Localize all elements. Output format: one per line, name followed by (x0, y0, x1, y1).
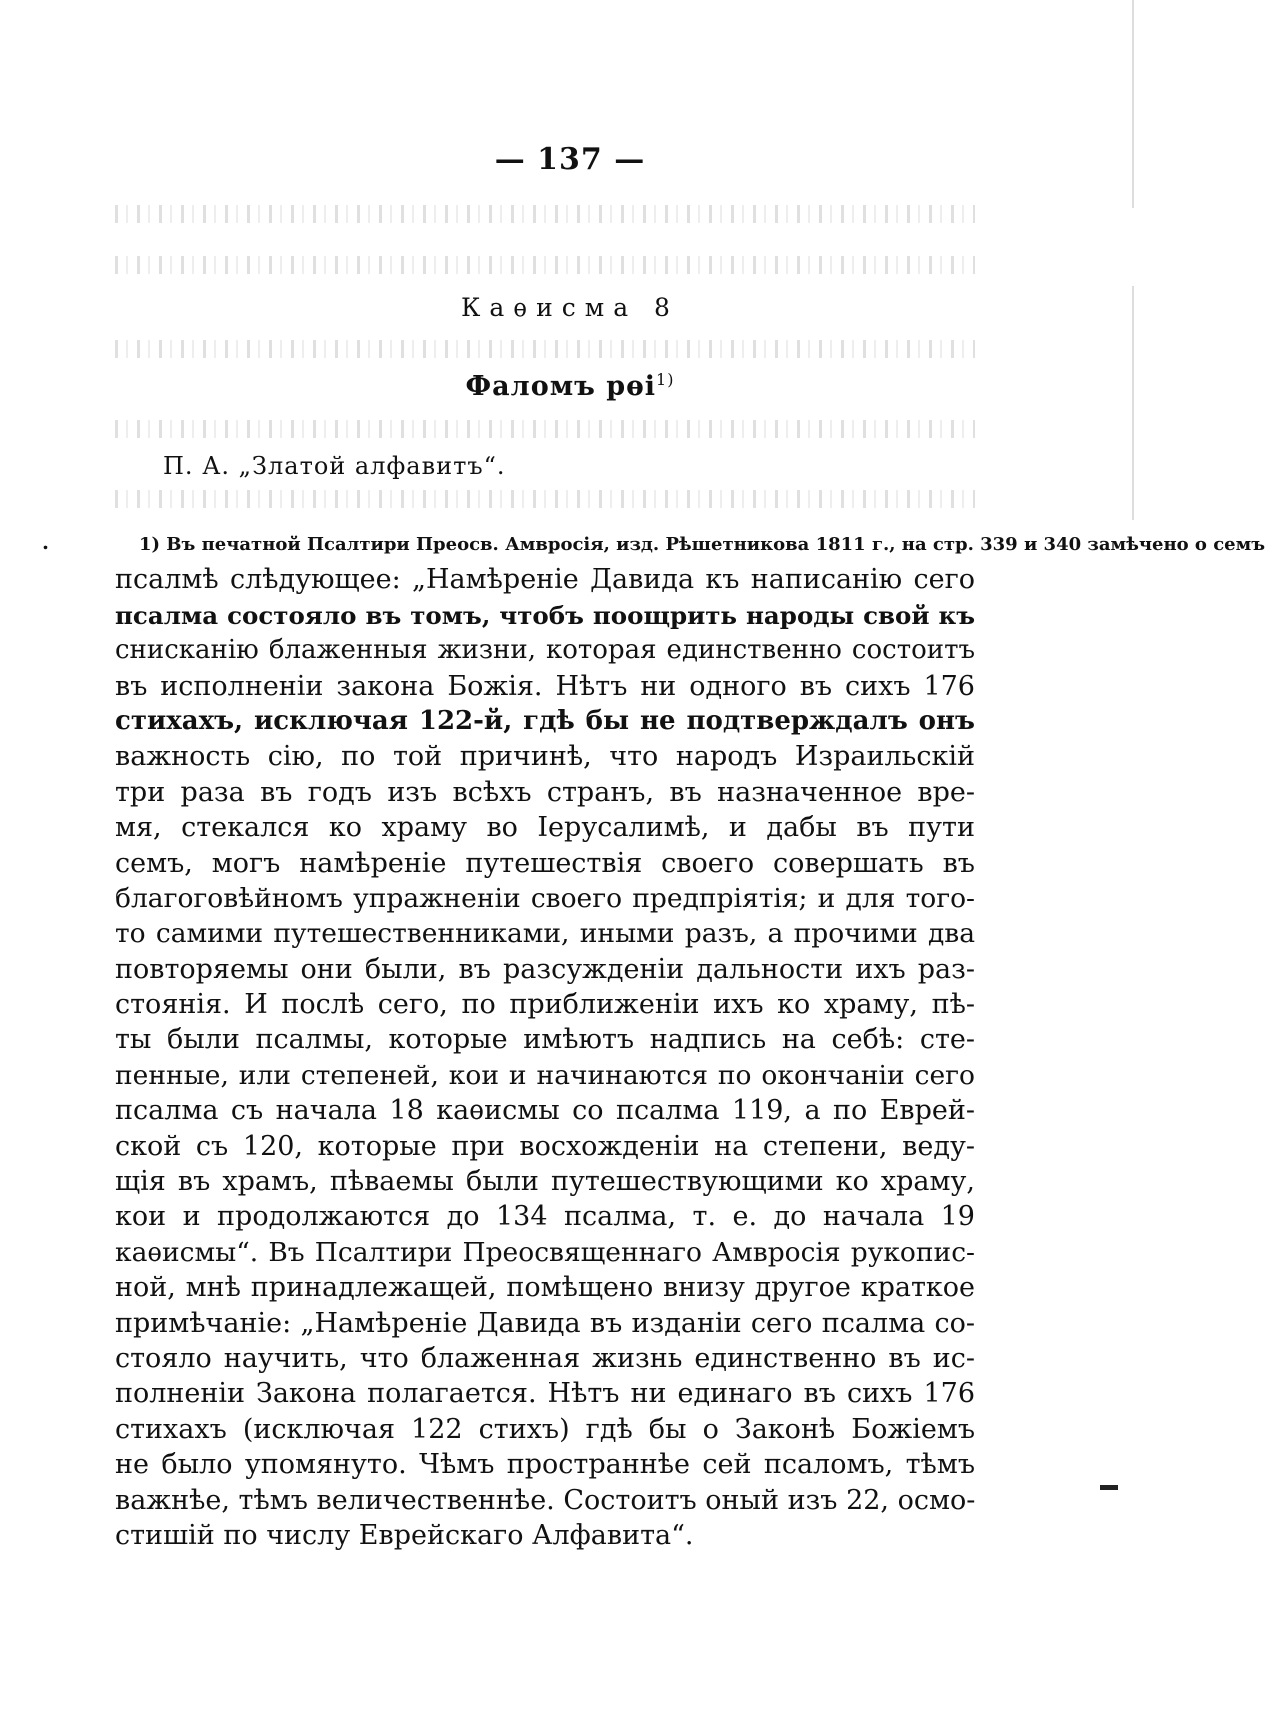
footnote-line: псалма состояло въ томъ, чтобъ поощрить народы свой къ (115, 600, 975, 630)
footnote-line: полненіи Закона полагается. Нѣтъ ни единаго въ сихъ 176 (115, 1378, 975, 1410)
psalm-heading-text: Фаломъ рѳі (465, 371, 657, 402)
footnote-line: псалма съ начала 18 каѳисмы со псалма 119, а по Еврей- (115, 1095, 975, 1127)
psalm-heading (0, 370, 1140, 402)
footnote-line: щія въ храмъ, пѣваемы были путешествующими ко храму, (115, 1166, 975, 1198)
margin-mark (1100, 1485, 1118, 1490)
footnote-line: три раза въ годъ изъ всѣхъ странъ, въ назначенное вре- (115, 776, 975, 808)
footnote-line: ской съ 120, которые при восхожденіи на степени, веду- (115, 1130, 975, 1162)
page-edge-line (1132, 0, 1134, 520)
footnote-line: повторяемы они были, въ разсужденіи дальности ихъ раз- (115, 953, 975, 985)
footnote-line: стихахъ (исключая 122 стихъ) гдѣ бы о Законѣ Божіемъ (115, 1413, 975, 1445)
footnote-line: ты были псалмы, которые имѣютъ надпись на себѣ: сте- (115, 1024, 975, 1056)
footnote-line: пенные, или степеней, кои и начинаются по окончаніи сего (115, 1059, 975, 1091)
footnote-line: снисканію блаженныя жизни, которая единственно состоитъ (115, 635, 975, 666)
footnote-line: въ исполненіи закона Божія. Нѣтъ ни одного въ сихъ 176 (115, 670, 975, 702)
section-title: Каѳисма 8 (461, 293, 679, 322)
bleed-through-text (115, 340, 975, 358)
footnote-line: то самими путешественниками, иными разъ, а прочими два (115, 918, 975, 950)
bleed-through-text (115, 490, 975, 508)
footnote-line: стихахъ, исключая 122-й, гдѣ бы не подтверждалъ онъ (115, 705, 975, 736)
footnote-line: псалмѣ слѣдующее: „Намѣреніе Давида къ написанію сего (115, 564, 975, 596)
footnote-line: ной, мнѣ принадлежащей, помѣщено внизу другое краткое (115, 1272, 975, 1304)
bleed-through-text (115, 256, 975, 274)
footnote-line: благоговѣйномъ упражненіи своего предпріятія; и для того- (115, 882, 975, 914)
footnote-line: не было упомянуто. Чѣмъ пространнѣе сей псаломъ, тѣмъ (115, 1449, 975, 1481)
bleed-through-text (115, 205, 975, 223)
footnote-line: кои и продолжаются до 134 псалма, т. е. до начала 19 (115, 1201, 975, 1233)
footnote-marker: 1) (656, 370, 675, 389)
footnote-line: стишій по числу Еврейскаго Алфавита“. (115, 1519, 694, 1551)
footnote-line: мя, стекался ко храму во Іерусалимѣ, и дабы въ пути (115, 812, 975, 844)
footnote-line: 1) Въ печатной Псалтири Преосв. Амвросія, изд. Рѣшетникова 1811 г., на стр. 339 и 340 замѣчено о семъ (139, 534, 1265, 555)
footnote-line: стояло научить, что блаженная жизнь единственно въ ис- (115, 1342, 975, 1374)
page-number: — 137 — (494, 142, 646, 177)
footnote-line: каѳисмы“. Въ Псалтири Преосвященнаго Амвросія рукопис- (115, 1236, 975, 1268)
margin-dot: . (42, 530, 49, 554)
bleed-through-text (115, 420, 975, 438)
footnote-line: семъ, могъ намѣреніе путешествія своего совершать въ (115, 847, 975, 879)
footnote-line: стоянія. И послѣ сего, по приближеніи ихъ ко храму, пѣ- (115, 989, 975, 1021)
footnote-line: примѣчаніе: „Намѣреніе Давида въ изданіи сего псалма со- (115, 1307, 975, 1339)
psalm-subtitle: П. А. „Златой алфавитъ“. (163, 452, 506, 480)
footnote-line: важность сію, по той причинѣ, что народъ Израильскій (115, 741, 975, 773)
footnote-block (115, 527, 1265, 1553)
footnote-line: важнѣе, тѣмъ величественнѣе. Состоитъ оный изъ 22, осмо- (115, 1484, 976, 1516)
